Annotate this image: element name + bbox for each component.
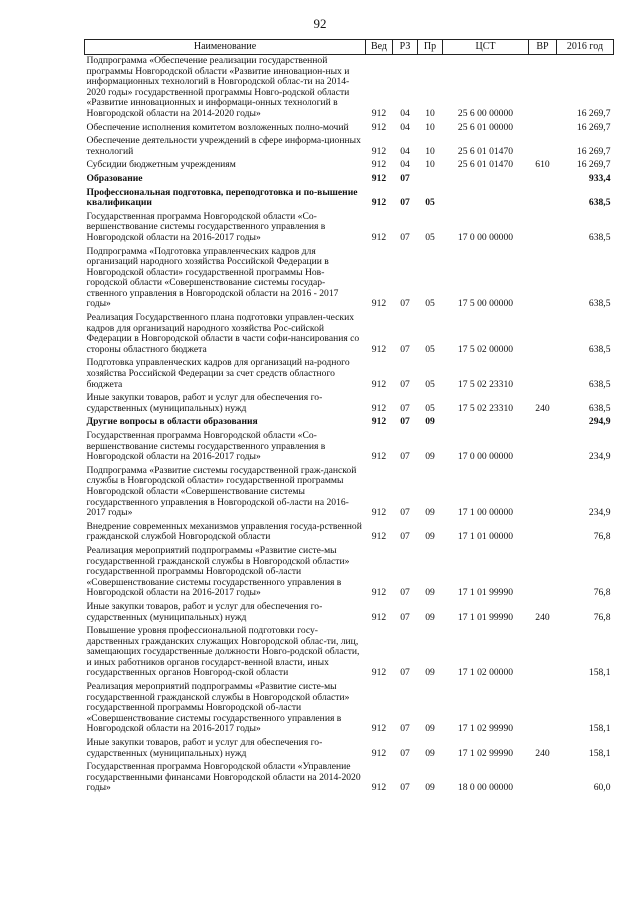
cell-cst: 17 5 02 23310 [457, 402, 514, 414]
cell-pr: 05 [425, 378, 435, 390]
page-number: 92 [313, 16, 327, 31]
cell-cst [443, 417, 529, 431]
cell-name: Иные закупки товаров, работ и услуг для обеспечения го-сударственных (муниципальных) нужд [86, 600, 323, 623]
cell-ved: 912 [371, 343, 387, 355]
cell-amount: 158,1 [588, 667, 611, 679]
cell-ved: 912 [371, 667, 387, 679]
cell-rz: 07 [400, 723, 410, 735]
table-row [85, 393, 614, 417]
cell-rz: 07 [400, 587, 410, 599]
cell-name: Образование [86, 172, 143, 184]
cell-rz: 07 [400, 782, 410, 794]
cell-name: Государственная программа Новгородской области «Со-вершенствование системы государственного управления в Новгородской области на 2016-2017 годы» [86, 210, 326, 243]
cell-pr: 09 [425, 611, 435, 623]
cell-cst: 17 0 00 00000 [457, 451, 514, 463]
cell-cst [443, 188, 529, 212]
cell-rz: 04 [400, 121, 410, 133]
cell-ved: 912 [371, 145, 387, 157]
cell-amount: 76,8 [593, 531, 611, 543]
cell-pr: 09 [425, 747, 435, 759]
cell-amount: 16 269,7 [576, 145, 611, 157]
cell-amount: 158,1 [588, 747, 611, 759]
cell-ved: 912 [371, 197, 387, 209]
cell-pr: 09 [425, 416, 435, 428]
cell-vr [529, 55, 557, 123]
cell-vr [529, 212, 557, 247]
cell-vr [529, 682, 557, 738]
table-body [85, 55, 614, 798]
cell-cst: 17 5 00 00000 [457, 298, 514, 310]
column-header-amount: 2016 год [557, 40, 614, 55]
cell-amount: 638,5 [588, 197, 611, 209]
table-row [85, 522, 614, 546]
cell-pr: 10 [425, 107, 435, 119]
cell-cst: 25 6 01 00000 [457, 121, 514, 133]
cell-vr [529, 522, 557, 546]
column-header-rz: РЗ [393, 40, 418, 55]
cell-amount: 60,0 [593, 782, 611, 794]
table-row [85, 546, 614, 602]
cell-name: Профессиональная подготовка, переподготовка и по-вышение квалификации [86, 186, 358, 209]
cell-ved: 912 [371, 416, 387, 428]
cell-vr [529, 417, 557, 431]
table-row [85, 123, 614, 137]
cell-amount: 158,1 [588, 723, 611, 735]
cell-pr: 10 [425, 159, 435, 171]
cell-rz: 07 [400, 343, 410, 355]
cell-cst: 17 0 00 00000 [457, 231, 514, 243]
cell-pr: 09 [425, 723, 435, 735]
cell-vr: 240 [535, 402, 550, 414]
cell-cst: 17 5 02 23310 [457, 378, 514, 390]
cell-ved: 912 [371, 531, 387, 543]
cell-ved: 912 [371, 451, 387, 463]
cell-cst: 17 1 02 99990 [457, 723, 514, 735]
cell-amount: 638,5 [588, 231, 611, 243]
cell-ved: 912 [371, 507, 387, 519]
cell-ved: 912 [371, 587, 387, 599]
table-row [85, 626, 614, 682]
cell-cst: 17 1 01 99990 [457, 611, 514, 623]
cell-name: Подготовка управленческих кадров для организаций на-родного хозяйства Российской Федерации за счет средств областного бюджета [86, 357, 350, 390]
column-header-name: Наименование [85, 40, 366, 55]
table-row [85, 431, 614, 466]
cell-amount: 16 269,7 [576, 159, 611, 171]
cell-rz: 04 [400, 107, 410, 119]
cell-ved: 912 [371, 159, 387, 171]
cell-vr [529, 431, 557, 466]
table-row [85, 160, 614, 174]
cell-name: Повышение уровня профессиональной подготовки госу-дарственных гражданских служащих Новгородской облас-ти, лиц, замещающих государственные должности Новго-родской области, и иных работников органов государст-венной власти, иных государственных органов Новгород-ской области [86, 625, 360, 679]
table-row [85, 136, 614, 160]
cell-vr [529, 626, 557, 682]
cell-rz: 07 [400, 507, 410, 519]
cell-name: Государственная программа Новгородской области «Со-вершенствование системы государственного управления в Новгородской области на 2016-2017 годы» [86, 430, 326, 463]
cell-pr: 05 [425, 298, 435, 310]
column-header-cst: ЦСТ [443, 40, 529, 55]
cell-cst: 17 1 01 99990 [457, 587, 514, 599]
table-row [85, 417, 614, 431]
cell-ved: 912 [371, 298, 387, 310]
cell-pr: 09 [425, 451, 435, 463]
cell-pr: 10 [425, 121, 435, 133]
cell-cst: 25 6 01 01470 [457, 145, 514, 157]
cell-pr: 05 [425, 343, 435, 355]
cell-rz: 07 [400, 611, 410, 623]
cell-vr [529, 247, 557, 314]
cell-vr: 240 [535, 611, 550, 623]
cell-ved: 912 [371, 121, 387, 133]
cell-amount: 16 269,7 [576, 107, 611, 119]
column-header-pr: Пр [418, 40, 443, 55]
table-header-row [85, 40, 614, 55]
table-row [85, 738, 614, 762]
cell-pr: 10 [425, 145, 435, 157]
cell-pr: 05 [425, 231, 435, 243]
cell-rz: 07 [400, 531, 410, 543]
cell-vr [529, 762, 557, 797]
table-row [85, 466, 614, 522]
cell-rz: 07 [400, 231, 410, 243]
cell-amount: 76,8 [593, 587, 611, 599]
cell-name: Субсидии бюджетным учреждениям [86, 159, 236, 171]
cell-pr: 09 [425, 587, 435, 599]
cell-vr [529, 174, 557, 188]
cell-pr: 05 [425, 197, 435, 209]
cell-pr: 09 [425, 507, 435, 519]
cell-amount: 16 269,7 [576, 121, 611, 133]
cell-amount: 933,4 [588, 172, 611, 184]
cell-pr: 09 [425, 782, 435, 794]
cell-vr [529, 136, 557, 160]
cell-cst [443, 174, 529, 188]
cell-pr: 09 [425, 531, 435, 543]
cell-cst: 18 0 00 00000 [457, 782, 514, 794]
table-row [85, 313, 614, 358]
cell-ved: 912 [371, 107, 387, 119]
cell-vr [529, 466, 557, 522]
cell-rz: 04 [400, 159, 410, 171]
cell-vr [529, 313, 557, 358]
table-row [85, 682, 614, 738]
cell-amount: 294,9 [588, 416, 611, 428]
cell-cst: 17 1 02 99990 [457, 747, 514, 759]
column-header-ved: Вед [366, 40, 393, 55]
table-row [85, 762, 614, 797]
cell-rz: 07 [400, 378, 410, 390]
cell-amount: 638,5 [588, 378, 611, 390]
cell-name: Иные закупки товаров, работ и услуг для обеспечения го-сударственных (муниципальных) нужд [86, 737, 323, 759]
cell-vr [529, 546, 557, 602]
cell-rz: 07 [400, 747, 410, 759]
cell-cst: 25 6 00 00000 [457, 107, 514, 119]
cell-ved: 912 [371, 231, 387, 243]
cell-ved: 912 [371, 172, 387, 184]
cell-pr [418, 174, 443, 188]
cell-amount: 638,5 [588, 343, 611, 355]
cell-ved: 912 [371, 747, 387, 759]
budget-table [84, 39, 614, 797]
cell-vr: 610 [535, 159, 550, 171]
cell-name: Реализация мероприятий подпрограммы «Развитие систе-мы государственной гражданской службы в Новгородской области» государственной программы Новгородской об-ласти «Совершенствование системы государственного управления в Новгородской области на 2016-2017 годы» [86, 544, 350, 599]
cell-rz: 07 [400, 172, 410, 184]
cell-ved: 912 [371, 782, 387, 794]
cell-name: Обеспечение деятельности учреждений в сфере информа-ционных технологий [86, 135, 361, 157]
cell-vr [529, 358, 557, 393]
table-row [85, 212, 614, 247]
table-row [85, 247, 614, 314]
cell-ved: 912 [371, 611, 387, 623]
cell-name: Подпрограмма «Подготовка управленческих кадров для организаций народного хозяйства Российской Федерации в Новгородской области» государственной программы Нов-городской области «Совершенствование системы государ-ственного управления в Новгородской области на 2016 - 2017 годы» [86, 245, 339, 310]
cell-name: Государственная программа Новгородской области «Управление государственными финансами Новгородской области на 2014-2020 годы» [86, 761, 361, 794]
cell-amount: 234,9 [588, 451, 611, 463]
cell-vr [529, 123, 557, 137]
table-row [85, 358, 614, 393]
cell-name: Другие вопросы в области образования [86, 416, 258, 428]
cell-amount: 234,9 [588, 507, 611, 519]
cell-name: Подпрограмма «Обеспечение реализации государственной программы Новгородской области «Развитие инновацион-ных и информационных технологий в Новгородской облас-ти на 2014-2020 годы» государственной программы Новго-родской области «Развитие инновационных и информаци-онных технологий в Новгородской области на 2014-2020 годы» [86, 55, 350, 119]
cell-rz: 07 [400, 197, 410, 209]
cell-rz: 07 [400, 298, 410, 310]
table-row [85, 188, 614, 212]
cell-pr: 09 [425, 667, 435, 679]
cell-rz: 07 [400, 667, 410, 679]
cell-name: Иные закупки товаров, работ и услуг для обеспечения го-сударственных (муниципальных) нужд [86, 392, 323, 414]
cell-vr: 240 [535, 747, 550, 759]
cell-rz: 07 [400, 416, 410, 428]
cell-cst: 25 6 01 01470 [457, 159, 514, 171]
cell-name: Реализация Государственного плана подготовки управлен-ческих кадров для организаций народного хозяйства Рос-сийской Федерации в Новгородской области в части софи-нансирования со стороны областного бюджета [86, 312, 360, 355]
cell-pr: 05 [425, 402, 435, 414]
cell-cst: 17 1 01 00000 [457, 531, 514, 543]
cell-rz: 07 [400, 402, 410, 414]
cell-ved: 912 [371, 402, 387, 414]
cell-cst: 17 1 00 00000 [457, 507, 514, 519]
cell-cst: 17 5 02 00000 [457, 343, 514, 355]
cell-amount: 638,5 [588, 298, 611, 310]
table-row [85, 55, 614, 123]
cell-vr [529, 188, 557, 212]
cell-cst: 17 1 02 00000 [457, 667, 514, 679]
table-row [85, 602, 614, 626]
column-header-vr: ВР [529, 40, 557, 55]
cell-name: Внедрение современных механизмов управления госуда-рственной гражданской службой Новгородской области [86, 520, 362, 543]
cell-ved: 912 [371, 723, 387, 735]
cell-name: Обеспечение исполнения комитетом возложенных полно-мочий [86, 121, 349, 133]
cell-rz: 07 [400, 451, 410, 463]
cell-name: Подпрограмма «Развитие системы государственной граж-данской службы в Новгородской области» государственной программы Новгородской области «Совершенствование системы государственного управления в Новгородской об-ласти на 2016-2017 годы» [86, 464, 357, 519]
table-row [85, 174, 614, 188]
cell-amount: 76,8 [593, 611, 611, 623]
cell-name: Реализация мероприятий подпрограммы «Развитие систе-мы государственной гражданской службы в Новгородской области» государственной программы Новгородской об-ласти «Совершенствование системы государственного управления в Новгородской области на 2016-2017 годы» [86, 681, 350, 735]
cell-amount: 638,5 [588, 402, 611, 414]
cell-ved: 912 [371, 378, 387, 390]
cell-rz: 04 [400, 145, 410, 157]
